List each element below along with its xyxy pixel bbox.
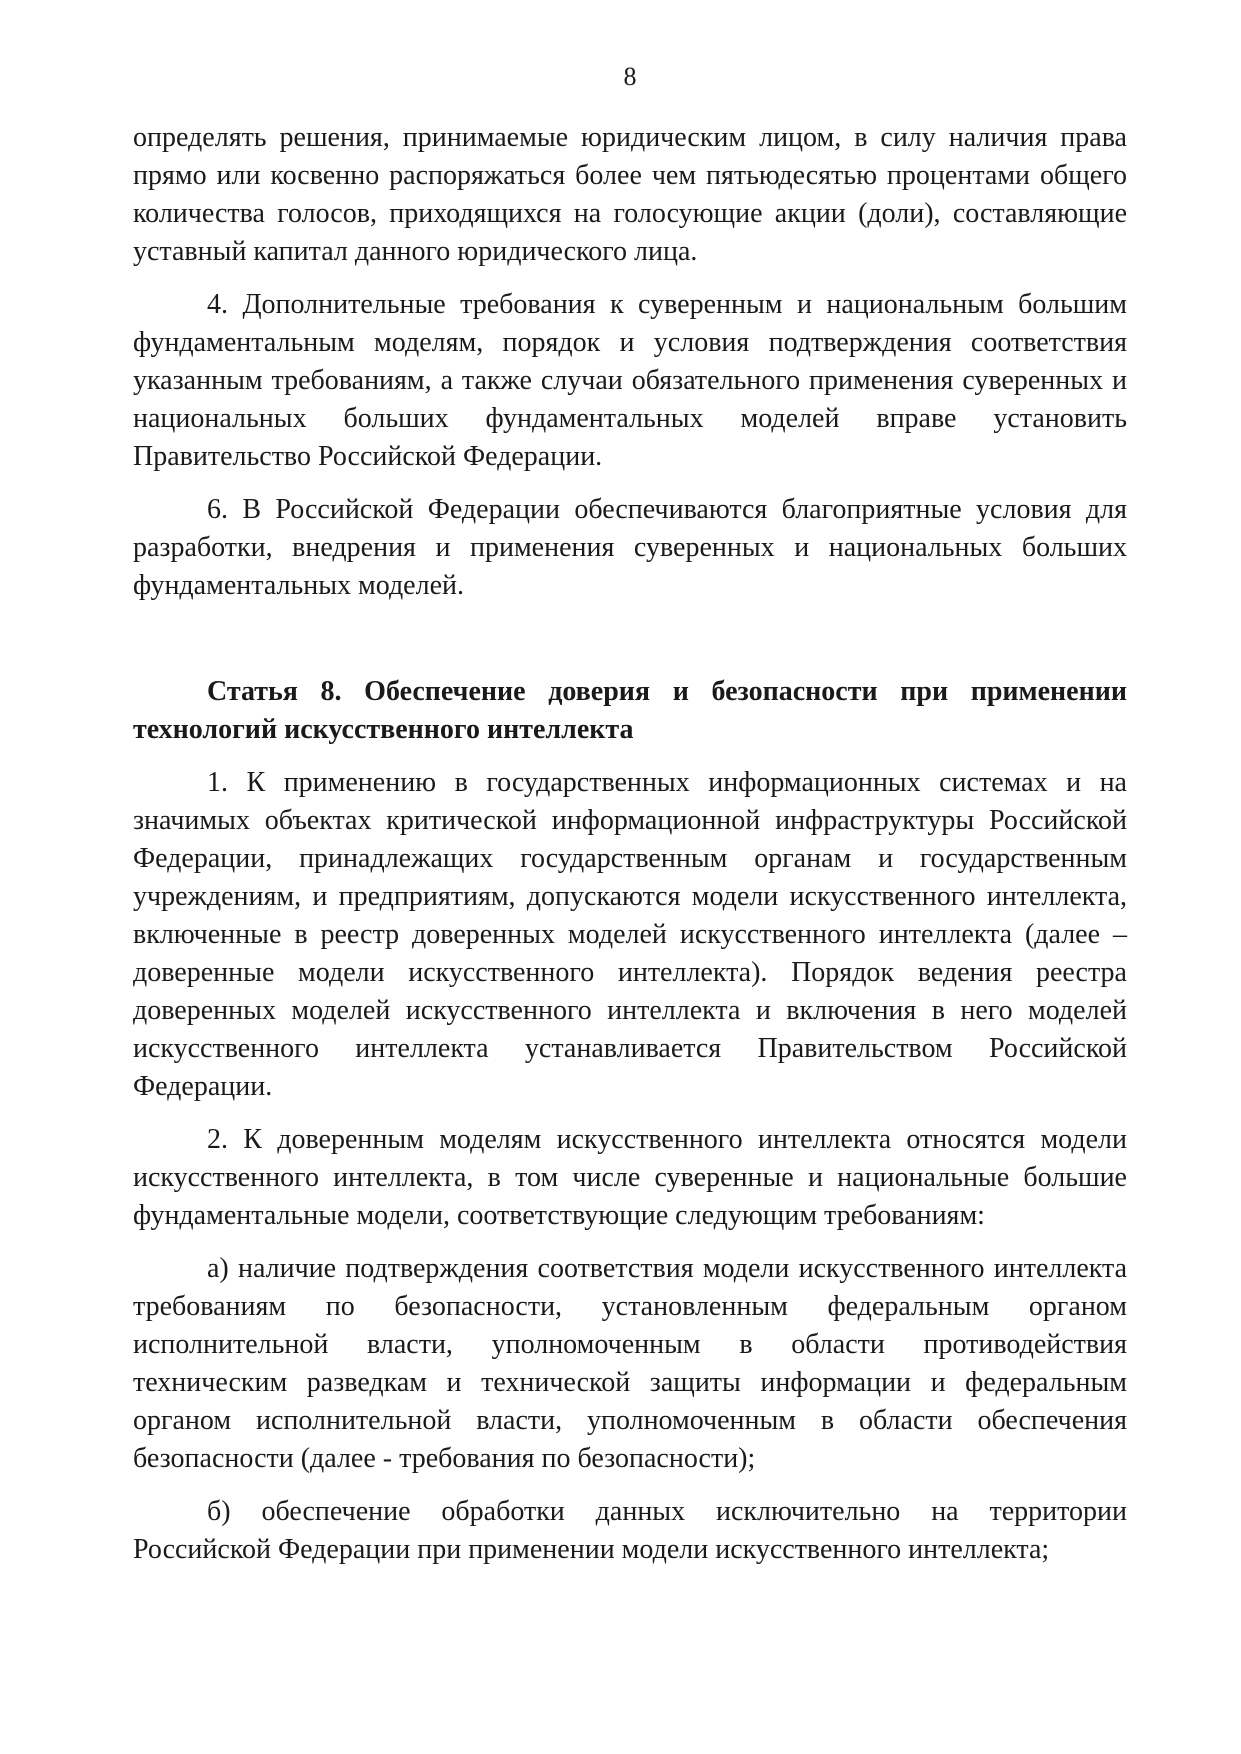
document-body [133,119,1127,1569]
article-subitem-b: б) обеспечение обработки данных исключительно на территории Российской Федерации при применении модели искусственного интеллекта; [133,1496,1127,1565]
page-number: 8 [623,62,637,91]
article-paragraph-2: 2. К доверенным моделям искусственного интеллекта относятся модели искусственного интеллекта, в том числе суверенные и национальные большие фундаментальные модели, соответствующие следующим требованиям: [133,1124,1127,1231]
article-heading: Статья 8. Обеспечение доверия и безопасности при применении технологий искусственного интеллекта [133,676,1127,745]
article-subitem-a: а) наличие подтверждения соответствия модели искусственного интеллекта требованиям по безопасности, установленным федеральным органом исполнительной власти, уполномоченным в области противодействия техническим разведкам и технической защиты информации и федеральным органом исполнительной власти, уполномоченным в области обеспечения безопасности (далее - требования по безопасности); [133,1253,1127,1474]
paragraph-item-6: 6. В Российской Федерации обеспечиваются благоприятные условия для разработки, внедрения и применения суверенных и национальных больших фундаментальных моделей. [133,494,1127,601]
paragraph-item-4: 4. Дополнительные требования к суверенным и национальным большим фундаментальным моделям, порядок и условия подтверждения соответствия указанным требованиям, а также случаи обязательного применения суверенных и национальных больших фундаментальных моделей вправе установить Правительство Российской Федерации. [133,289,1127,472]
article-paragraph-1: 1. К применению в государственных информационных системах и на значимых объектах критической информационной инфраструктуры Российской Федерации, принадлежащих государственным органам и государственным учреждениям, и предприятиям, допускаются модели искусственного интеллекта, включенные в реестр доверенных моделей искусственного интеллекта (далее – доверенные модели искусственного интеллекта). Порядок ведения реестра доверенных моделей искусственного интеллекта и включения в него моделей искусственного интеллекта устанавливается Правительством Российской Федерации. [133,767,1127,1102]
paragraph-continuation: определять решения, принимаемые юридическим лицом, в силу наличия права прямо или косвенно распоряжаться более чем пятьюдесятью процентами общего количества голосов, приходящихся на голосующие акции (доли), составляющие уставный капитал данного юридического лица. [133,122,1127,267]
